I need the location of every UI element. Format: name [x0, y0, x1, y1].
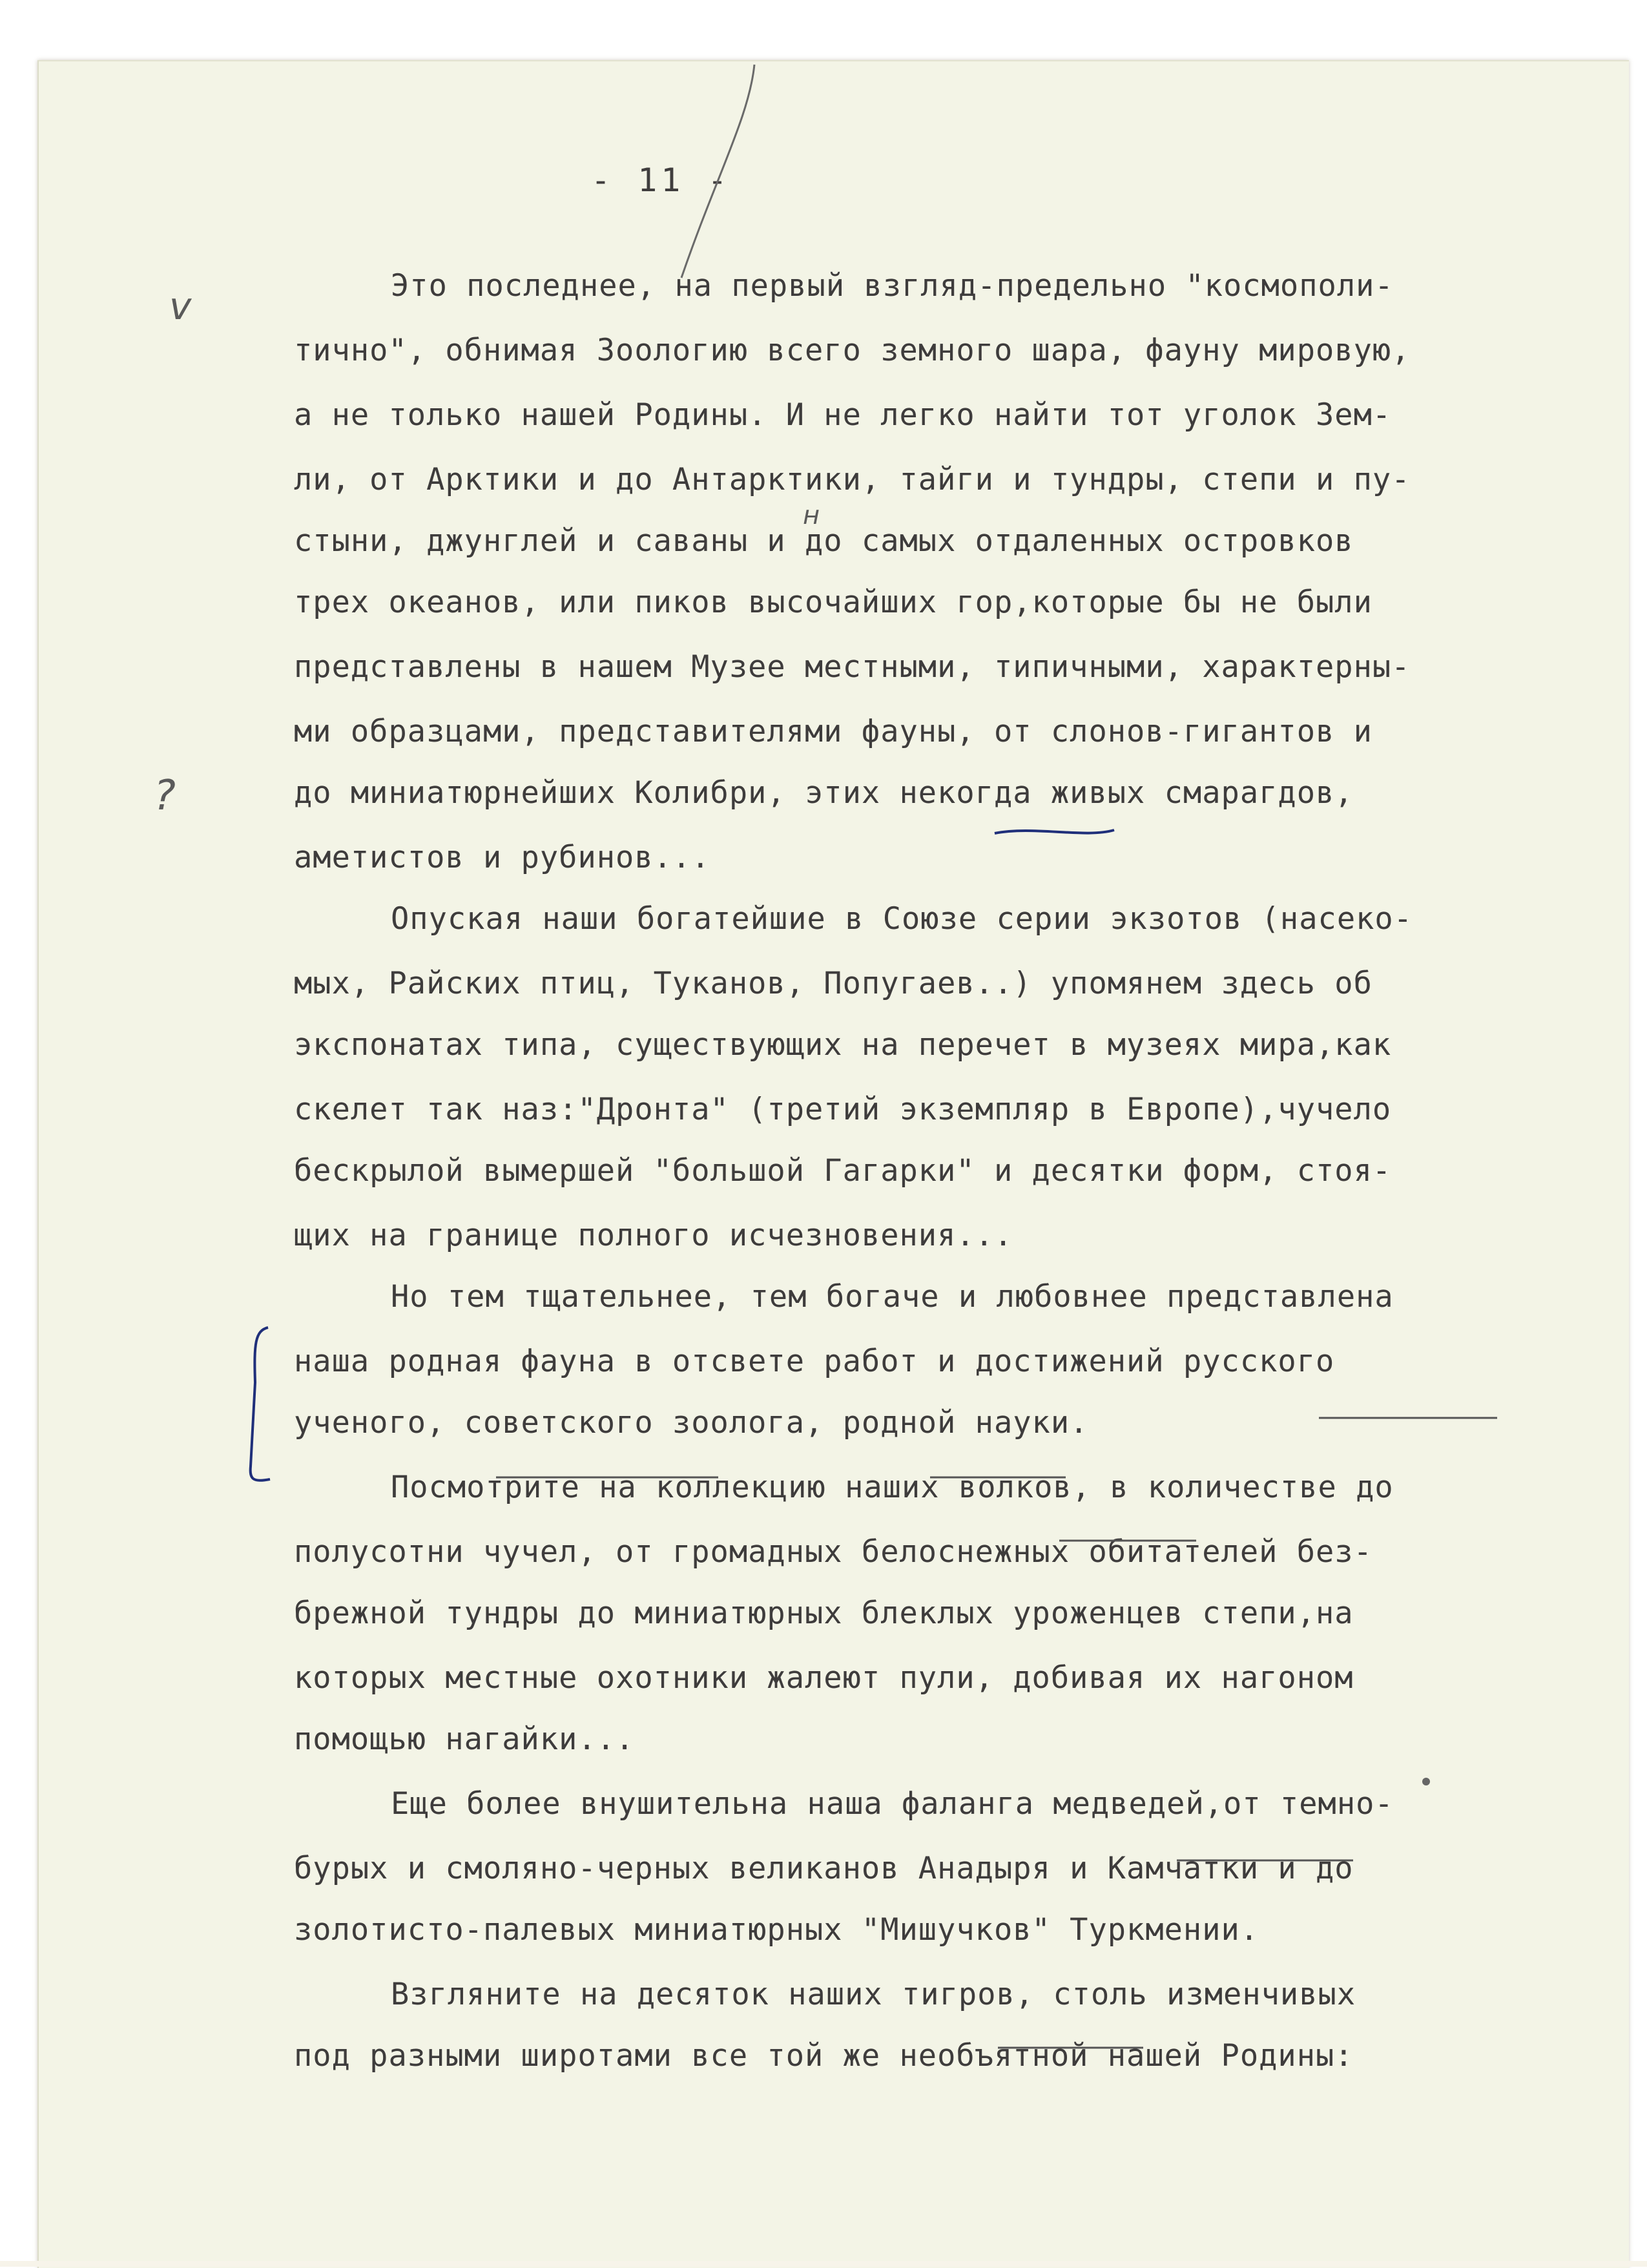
text-line: трех океанов, или пиков высочайших гор,которые бы не были — [294, 585, 1372, 620]
text-line: Но тем тщательнее, тем богаче и любовнее представлена — [391, 1279, 1394, 1315]
text-line: под разными широтами все той же необъятной нашей Родины: — [294, 2038, 1354, 2074]
text-line: ли, от Арктики и до Антарктики, тайги и тундры, степи и пу- — [294, 462, 1411, 497]
text-line: бескрылой вымершей "большой Гагарки" и десятки форм, стоя- — [294, 1153, 1392, 1189]
text-line: Взгляните на десяток наших тигров, столь изменчивых — [391, 1977, 1356, 2012]
text-line: представлены в нашем Музее местными, типичными, характерны- — [294, 649, 1411, 685]
text-line: бурых и смоляно-черных великанов Анадыря и Камчатки и до — [294, 1851, 1354, 1886]
text-line: полусотни чучел, от громадных белоснежных обитателей без- — [294, 1534, 1372, 1570]
text-line: которых местные охотники жалеют пули, добивая их нагоном — [294, 1660, 1354, 1696]
text-line: а не только нашей Родины. И не легко найти тот уголок Зем- — [294, 397, 1392, 433]
text-line: аметистов и рубинов... — [294, 840, 710, 875]
text-line: Это последнее, на первый взгляд-предельно "космополи- — [391, 268, 1394, 304]
text-line: до миниатюрнейших Колибри, этих некогда живых смарагдов, — [294, 775, 1354, 811]
margin-question-mark: ? — [154, 772, 176, 820]
text-line: брежной тундры до миниатюрных блеклых уроженцев степи,на — [294, 1596, 1354, 1631]
text-line: тично", обнимая Зоологию всего земного шара, фауну мировую, — [294, 333, 1411, 368]
text-line: ми образцами, представителями фауны, от слонов-гигантов и — [294, 714, 1372, 749]
scan-background — [0, 2261, 1647, 2267]
text-line: Посмотрите на коллекцию наших волков, в количестве до — [391, 1470, 1394, 1505]
text-line: ученого, советского зоолога, родной науки. — [294, 1405, 1089, 1441]
text-line: стыни, джунглей и саваны и до самых отдаленных островков — [294, 523, 1354, 559]
text-line: скелет так наз:"Дронта" (третий экземпляр в Европе),чучело — [294, 1092, 1392, 1127]
page-number: - 11 - — [591, 161, 731, 199]
margin-check-mark: v — [169, 284, 192, 328]
text-line: Опуская наши богатейшие в Союзе серии экзотов (насеко- — [391, 901, 1413, 937]
text-line: наша родная фауна в отсвете работ и достижений русского — [294, 1344, 1335, 1379]
text-line: помощью нагайки... — [294, 1722, 635, 1757]
correction-mark: н — [803, 501, 820, 530]
text-line: щих на границе полного исчезновения... — [294, 1218, 1013, 1253]
text-line: экспонатах типа, существующих на перечет в музеях мира,как — [294, 1027, 1392, 1063]
text-line: мых, Райских птиц, Туканов, Попугаев..) упомянем здесь об — [294, 966, 1372, 1001]
text-line: золотисто-палевых миниатюрных "Мишучков" Туркмении. — [294, 1912, 1259, 1948]
text-line: Еще более внушительна наша фаланга медведей,от темно- — [391, 1786, 1394, 1822]
